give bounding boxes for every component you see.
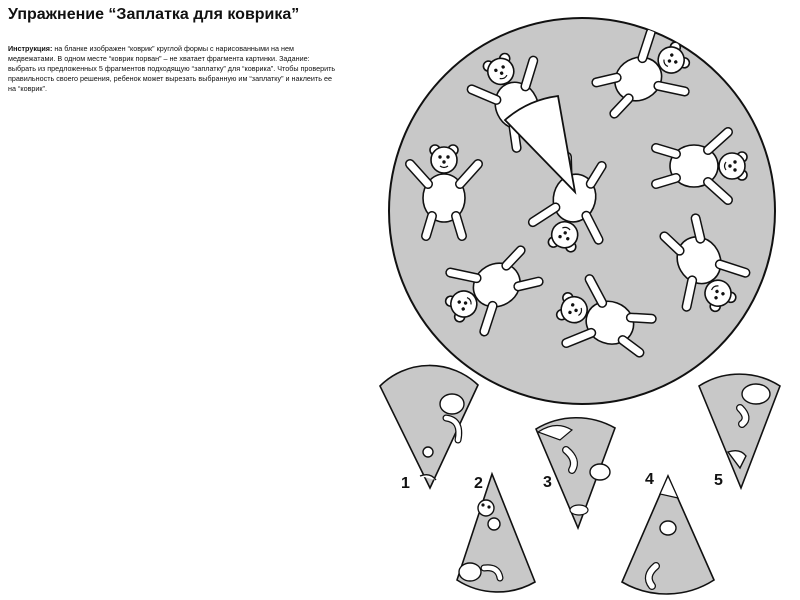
patch-number-2: 2 — [474, 475, 483, 492]
round-rug — [389, 18, 775, 404]
patch-1[interactable] — [380, 365, 478, 488]
patch-4[interactable] — [622, 476, 714, 594]
patch-number-5: 5 — [714, 472, 723, 489]
patch-number-3: 3 — [543, 474, 552, 491]
patch-number-1: 1 — [401, 475, 410, 492]
patch-3[interactable] — [536, 418, 615, 528]
instructions-body: на бланке изображен “коврик” круглой формы с нарисованными на нем медвежатами. В одном месте “коврик порван” – не хватает фрагмента картинки. Задание: выбрать из предложенных 5 фрагментов подходящую “заплатку” для “коврика”. Чтобы проверить правильность своего решения, ребенок может вырезать выбранную им “заплатку” и наклеить ее на “коврик”. — [8, 44, 336, 93]
patch-2[interactable] — [457, 474, 535, 592]
instructions-label: Инструкция: — [8, 44, 53, 53]
page-title: Упражнение “Заплатка для коврика” — [8, 6, 300, 23]
patch-number-4: 4 — [645, 471, 654, 488]
patch-5[interactable] — [699, 374, 780, 488]
